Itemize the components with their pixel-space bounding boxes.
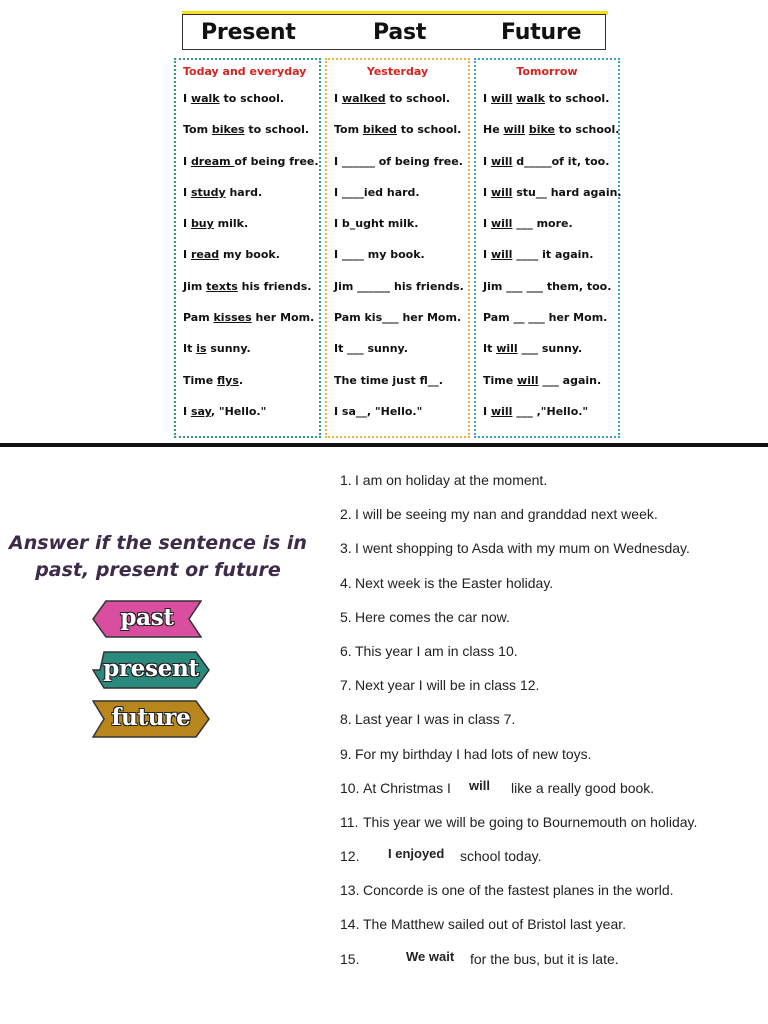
underlined-verb: buy <box>190 217 214 231</box>
future-row <box>476 239 618 270</box>
underlined-verb: texts <box>206 279 238 293</box>
row-text: I <box>183 217 191 231</box>
sentence-text: Here comes the car now. <box>355 608 510 625</box>
underlined-verb: will <box>503 123 525 137</box>
underlined-verb: bikes <box>211 123 245 137</box>
past-row <box>327 396 468 427</box>
row-text: Tom <box>334 123 363 137</box>
sentence-number: 9. <box>340 745 352 762</box>
underlined-verb: study <box>190 185 226 199</box>
sentence-item <box>340 677 760 711</box>
sentence-number: 5. <box>340 608 352 625</box>
row-text: ____ it again. <box>512 248 594 262</box>
row-text: I <box>183 185 191 199</box>
row-text: I ____ my book. <box>334 248 425 262</box>
future-row <box>476 114 618 145</box>
row-text: Jim <box>183 279 207 293</box>
sentence-number: 7. <box>340 677 352 694</box>
sentence-list <box>340 472 760 985</box>
row-text: Jim ______ his friends. <box>334 279 464 293</box>
row-text: my book. <box>219 248 280 262</box>
past-row <box>327 239 468 270</box>
sentence-item <box>340 814 760 848</box>
sentence-item <box>340 506 760 540</box>
underlined-verb: say <box>190 404 211 418</box>
sentence-number: 6. <box>340 642 352 659</box>
past-row <box>327 365 468 396</box>
underlined-verb: will <box>517 373 539 387</box>
past-column-title: Yesterday <box>366 65 429 78</box>
sentence-tail-text: for the bus, but it is late. <box>470 950 619 967</box>
sentence-item <box>340 916 760 950</box>
row-text: stu__ hard again. <box>512 185 622 199</box>
row-text: Tom <box>183 123 212 137</box>
row-text: I ____ied hard. <box>334 185 420 199</box>
row-text: of being free. <box>234 154 319 168</box>
sentence-number: 2. <box>340 506 352 523</box>
future-column <box>474 58 620 438</box>
underlined-verb: will <box>490 217 513 231</box>
past-row <box>327 271 468 302</box>
row-text: ___ sunny. <box>517 342 583 356</box>
underlined-verb: walk <box>190 92 220 105</box>
row-text: hard. <box>225 185 263 199</box>
present-row <box>176 177 319 208</box>
row-text: his friends. <box>237 279 312 293</box>
underlined-verb: will <box>490 185 513 199</box>
row-text: I <box>483 92 491 105</box>
row-text: to school. <box>544 92 610 105</box>
underlined-verb: will <box>490 248 513 262</box>
header-present: Present <box>201 20 296 45</box>
row-text: I <box>183 154 191 168</box>
past-row <box>327 83 468 114</box>
sentence-answer-word: will <box>469 777 490 793</box>
row-text: I <box>483 404 491 418</box>
past-row <box>327 208 468 239</box>
sentence-answer-word: I enjoyed <box>388 846 445 862</box>
present-row <box>176 239 319 270</box>
row-text: I b_ught milk. <box>334 217 419 231</box>
sentence-item <box>340 848 760 882</box>
row-text: Jim ___ ___ them, too. <box>483 279 612 293</box>
row-text: I <box>334 92 342 105</box>
underlined-verb: will <box>490 92 513 105</box>
row-text: ___ again. <box>538 373 602 387</box>
sentence-number: 11. <box>340 813 359 830</box>
sentence-text: At Christmas I <box>363 779 451 796</box>
row-text: It <box>483 342 497 356</box>
past-row <box>327 114 468 145</box>
sentence-number: 3. <box>340 540 352 557</box>
sentence-number: 13. <box>340 882 360 899</box>
present-tag <box>92 651 202 689</box>
row-text: to school. <box>554 123 620 137</box>
row-text: ___ more. <box>512 217 573 231</box>
row-text: He <box>483 123 504 137</box>
underlined-verb: will <box>490 404 513 418</box>
sentence-item <box>340 643 760 677</box>
header-past: Past <box>373 20 427 45</box>
past-column <box>325 58 470 438</box>
sentence-text: Last year I was in class 7. <box>355 711 516 728</box>
sentence-text: For my birthday I had lots of new toys. <box>355 745 592 762</box>
row-text: I <box>483 185 491 199</box>
past-tag <box>92 600 202 638</box>
row-text: The time just fl__. <box>334 373 443 387</box>
sentence-item <box>340 882 760 916</box>
instruction-line-2: past, present or future <box>35 559 281 581</box>
sentence-text: Next week is the Easter holiday. <box>355 574 554 591</box>
past-row <box>327 302 468 333</box>
present-column <box>174 58 321 438</box>
tense-table <box>172 10 624 440</box>
header-future: Future <box>501 20 582 45</box>
row-text: Time <box>483 373 518 387</box>
underlined-verb: walk <box>516 92 545 105</box>
row-text: Pam __ ___ her Mom. <box>483 311 608 325</box>
row-text: to school. <box>219 92 285 105</box>
underlined-verb: dream <box>190 154 235 168</box>
sentence-answer-word: We wait <box>406 948 455 964</box>
future-tag <box>92 700 202 738</box>
sentence-number: 14. <box>340 916 360 933</box>
underlined-verb: flys <box>217 373 239 387</box>
row-text: Pam <box>183 311 214 325</box>
sentence-text: I went shopping to Asda with my mum on Wednesday. <box>355 540 690 557</box>
past-tag-label: past <box>120 604 174 631</box>
sentence-tail-text: like a really good book. <box>511 779 655 796</box>
present-tag-label: present <box>103 655 199 682</box>
sentence-item <box>340 472 760 506</box>
underlined-verb: read <box>190 248 220 262</box>
row-text: I <box>483 154 491 168</box>
present-row <box>176 208 319 239</box>
sentence-text: I am on holiday at the moment. <box>355 472 548 488</box>
row-text: to school. <box>244 123 310 137</box>
future-tag-label: future <box>111 704 191 731</box>
sentence-item <box>340 746 760 780</box>
future-row <box>476 333 618 364</box>
future-row <box>476 146 618 177</box>
sentence-text: This year we will be going to Bournemouth on holiday. <box>363 813 698 830</box>
past-row <box>327 333 468 364</box>
future-row <box>476 271 618 302</box>
sentence-text: I will be seeing my nan and granddad next week. <box>355 506 658 523</box>
present-row <box>176 302 319 333</box>
present-row <box>176 333 319 364</box>
row-text: I <box>183 248 191 262</box>
present-row <box>176 396 319 427</box>
future-row <box>476 83 618 114</box>
section-divider <box>0 443 768 447</box>
future-row <box>476 302 618 333</box>
underlined-verb: biked <box>362 123 397 137</box>
row-text: d_____of it, too. <box>512 154 610 168</box>
row-text: I <box>183 92 191 105</box>
row-text: sunny. <box>206 342 251 356</box>
row-text: . <box>238 373 244 387</box>
sentence-item <box>340 777 760 814</box>
past-row <box>327 146 468 177</box>
sentence-text: Concorde is one of the fastest planes in the world. <box>363 882 674 899</box>
sentence-item <box>340 948 760 985</box>
row-text: I <box>483 248 491 262</box>
row-text: Time <box>183 373 218 387</box>
sentence-number: 12. <box>340 848 360 865</box>
row-text: to school. <box>396 123 462 137</box>
underlined-verb: will <box>496 342 518 356</box>
underlined-verb: is <box>196 342 207 356</box>
present-row <box>176 146 319 177</box>
underlined-verb: will <box>490 154 513 168</box>
row-text: It ___ sunny. <box>334 342 408 356</box>
row-text: I ______ of being free. <box>334 154 463 168</box>
row-text: milk. <box>213 217 249 231</box>
future-row <box>476 365 618 396</box>
sentence-number: 1. <box>340 472 352 488</box>
sentence-item <box>340 540 760 574</box>
table-header <box>182 14 606 50</box>
present-row <box>176 365 319 396</box>
future-row <box>476 396 618 427</box>
underlined-verb: bike <box>528 123 555 137</box>
sentence-text: This year I am in class 10. <box>355 642 518 659</box>
instruction-line-1: Answer if the sentence is in <box>9 532 307 554</box>
sentence-text: The Matthew sailed out of Bristol last year. <box>363 916 627 933</box>
sentence-tail-text: school today. <box>460 848 542 865</box>
underlined-verb: kisses <box>213 311 252 325</box>
sentence-text: Next year I will be in class 12. <box>355 677 540 694</box>
sentence-number: 15. <box>340 950 360 967</box>
present-row <box>176 271 319 302</box>
sentence-item <box>340 575 760 609</box>
row-text: , "Hello." <box>210 404 267 418</box>
present-column-title: Today and everyday <box>183 65 307 78</box>
past-row <box>327 177 468 208</box>
row-text: It <box>183 342 197 356</box>
future-row <box>476 208 618 239</box>
row-text: I sa__, "Hello." <box>334 404 423 418</box>
future-column-title: Tomorrow <box>516 65 578 78</box>
present-row <box>176 83 319 114</box>
row-text: Pam kis___ her Mom. <box>334 311 462 325</box>
future-row <box>476 177 622 208</box>
sentence-number: 8. <box>340 711 352 728</box>
sentence-number: 4. <box>340 574 352 591</box>
row-text: to school. <box>385 92 451 105</box>
row-text: I <box>183 404 191 418</box>
row-text: I <box>483 217 491 231</box>
sentence-item <box>340 609 760 643</box>
row-text: ___ ,"Hello." <box>512 404 589 418</box>
present-row <box>176 114 319 145</box>
underlined-verb: walked <box>341 92 386 105</box>
instruction-text <box>8 530 308 584</box>
sentence-item <box>340 711 760 745</box>
sentence-number: 10. <box>340 779 360 796</box>
row-text: her Mom. <box>251 311 315 325</box>
